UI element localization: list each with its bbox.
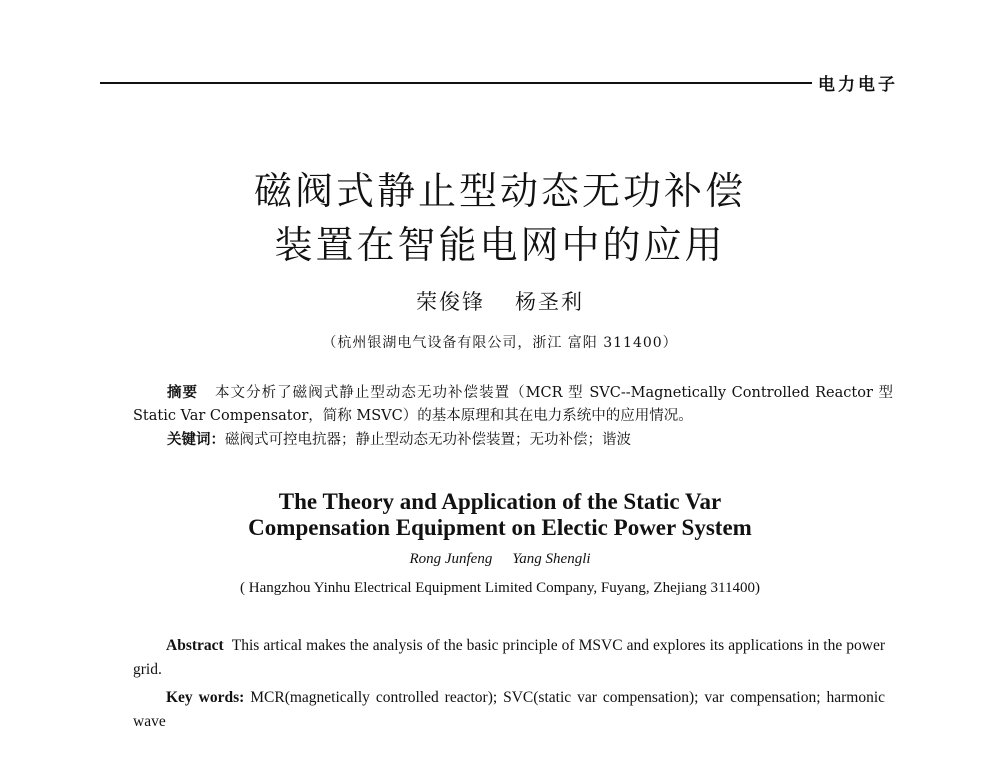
en-keywords-label: Key words: xyxy=(166,689,245,706)
cn-keywords-text: 磁阀式可控电抗器；静止型动态无功补偿装置；无功补偿；谐波 xyxy=(225,432,631,448)
cn-keywords xyxy=(133,429,927,452)
en-abstract-label: Abstract xyxy=(166,637,224,654)
en-keywords-text: MCR(magnetically controlled reactor); SVC(static var compensation); var compensation; harmonic wave xyxy=(133,689,886,730)
en-title-line1: The Theory and Application of the Static Var xyxy=(278,489,722,514)
cn-keywords-label: 关键词： xyxy=(167,432,225,448)
en-authors xyxy=(0,551,1000,568)
en-title-line2: Compensation Equipment on Electic Power System xyxy=(248,515,752,540)
cn-title-line1: 磁阀式静止型动态无功补偿 xyxy=(253,169,746,213)
en-abstract xyxy=(133,634,885,682)
cn-title-line2: 装置在智能电网中的应用 xyxy=(274,223,726,267)
cn-abstract xyxy=(133,382,893,428)
cn-author-1: 荣俊锋 xyxy=(416,290,485,314)
cn-abstract-label: 摘要 xyxy=(167,385,199,401)
en-keywords xyxy=(133,686,885,734)
en-affiliation: ( Hangzhou Yinhu Electrical Equipment Limited Company, Fuyang, Zhejiang 311400) xyxy=(240,580,760,596)
cn-authors xyxy=(0,286,1000,316)
en-author-1: Rong Junfeng xyxy=(409,551,493,567)
cn-abstract-text: 本文分析了磁阀式静止型动态无功补偿装置（MCR 型 SVC--Magnetically Controlled Reactor 型 Static Var Compensator，简称 MSVC）的基本原理和其在电力系统中的应用情况。 xyxy=(133,385,894,424)
journal-section-label: 电力电子 xyxy=(818,75,898,95)
header-rule xyxy=(100,82,812,84)
cn-affiliation: （杭州银湖电气设备有限公司，浙江 富阳 311400） xyxy=(322,335,678,351)
cn-author-2: 杨圣利 xyxy=(515,290,584,314)
en-abstract-text: This artical makes the analysis of the basic principle of MSVC and explores its applications in the power grid. xyxy=(133,637,886,678)
en-author-2: Yang Shengli xyxy=(512,551,591,567)
